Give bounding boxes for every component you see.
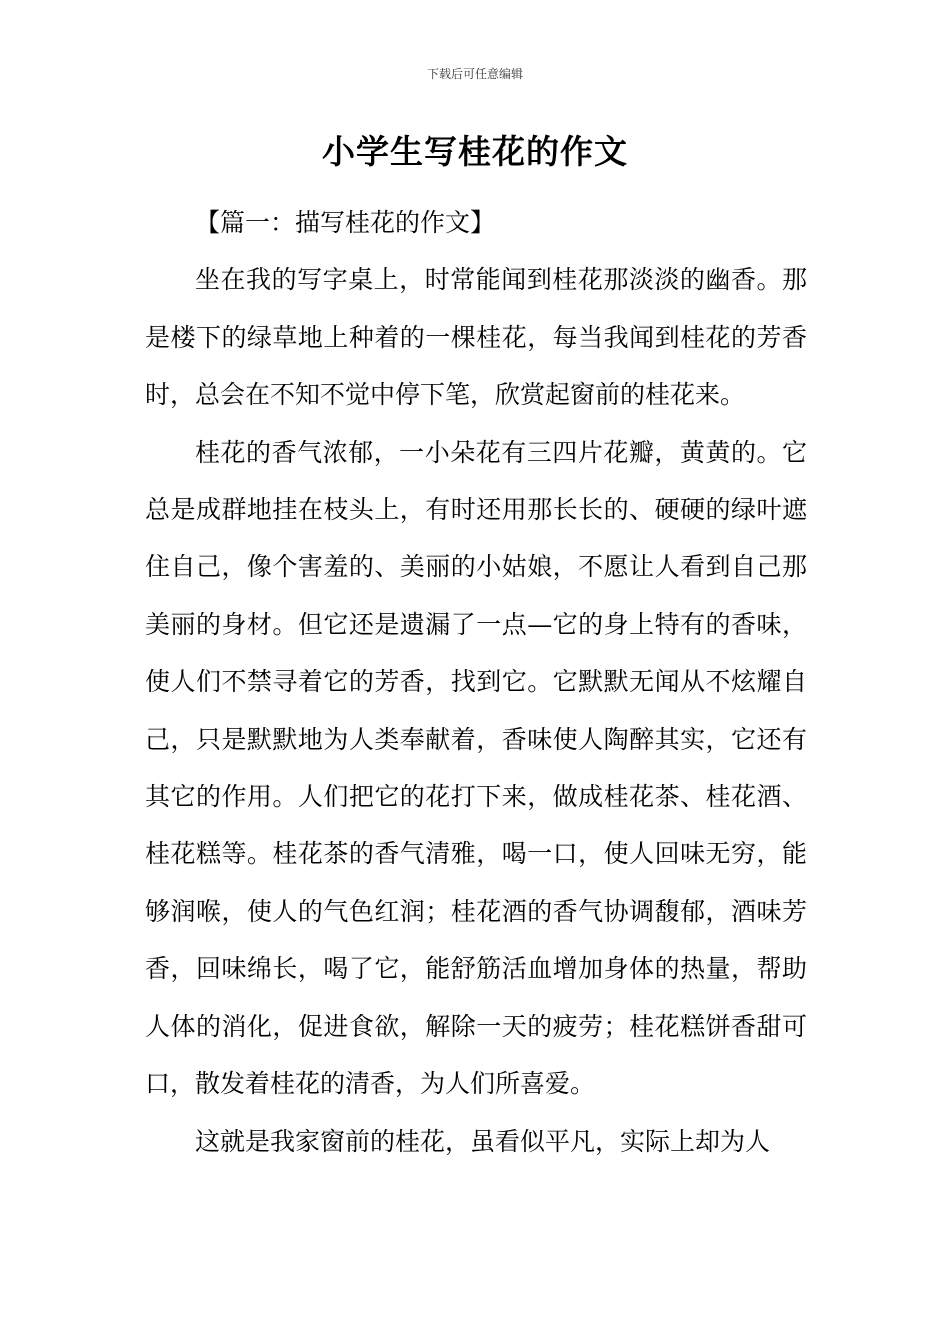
- section-heading: 【篇一：描写桂花的作文】: [195, 208, 496, 237]
- paragraph-2: 桂花的香气浓郁，一小朵花有三四片花瓣，黄黄的。它总是成群地挂在枝头上，有时还用那长长的、硬硬的绿叶遮住自己，像个害羞的、美丽的小姑娘，不愿让人看到自己那美丽的身材。但它还是遗漏了一点—它的身上特有的香味，使人们不禁寻着它的芳香，找到它。它默默无闻从不炫耀自己，只是默默地为人类奉献着，香味使人陶醉其实，它还有其它的作用。人们把它的花打下来，做成桂花茶、桂花酒、桂花糕等。桂花茶的香气清雅，喝一口，使人回味无穷，能够润喉，使人的气色红润；桂花酒的香气协调馥郁，酒味芳香，回味绵长，喝了它，能舒筋活血增加身体的热量，帮助人体的消化，促进食欲，解除一天的疲劳；桂花糕饼香甜可口，散发着桂花的清香，为人们所喜爱。: [145, 437, 807, 1099]
- document-body: [145, 194, 807, 1170]
- paragraph-3: 这就是我家窗前的桂花，虽看似平凡，实际上却为人: [195, 1126, 771, 1156]
- header-note: 下载后可任意编辑: [426, 67, 523, 81]
- paragraph-1: 坐在我的写字桌上，时常能闻到桂花那淡淡的幽香。那是楼下的绿草地上种着的一棵桂花，每当我闻到桂花的芳香时，总会在不知不觉中停下笔，欣赏起窗前的桂花来。: [145, 265, 807, 410]
- document-title: 小学生写桂花的作文: [322, 132, 628, 171]
